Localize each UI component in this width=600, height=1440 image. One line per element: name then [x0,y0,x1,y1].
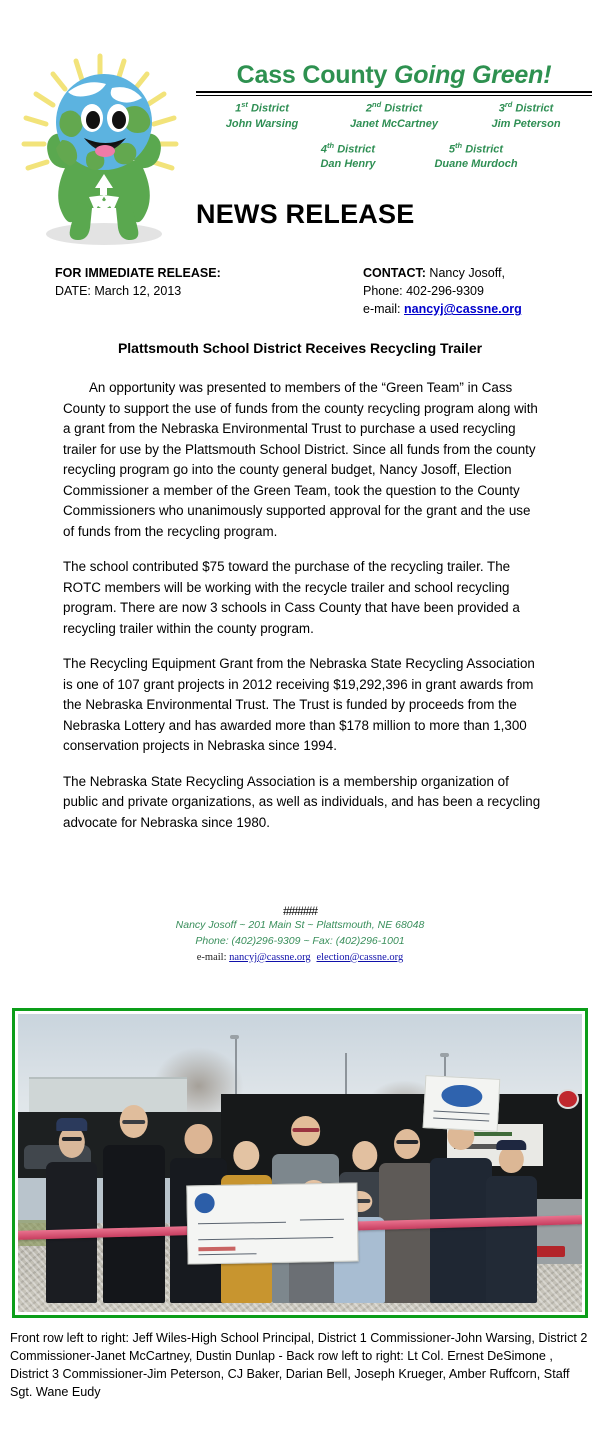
district-2-name: Janet McCartney [349,117,439,130]
phone-value: 402-296-9309 [402,284,484,299]
district-3 [460,100,592,131]
photo-caption: Front row left to right: Jeff Wiles-High School Principal, District 1 Commissioner-John Warsing, District 2 Commissioner-Janet McCartney, Dustin Dunlap - Back row left to right: Lt Col. Ernest DeSimone , District 3 Commissioner-Jim Peterson, CJ Baker, Darian Bell, Joseph Krueger, Amber Ruffcorn, Staff Sgt. Wane Eudy [10,1331,588,1399]
contact-line [363,264,522,282]
banner-title-plain: Cass County [236,61,394,89]
district-5-ordinal: th [455,140,463,150]
photo-person-2 [103,1094,165,1303]
district-3-label: District [515,102,554,115]
body-paragraph-3: The Recycling Equipment Grant from the Nebraska State Recycling Association is one of 107 grant projects in 2012 receiving $19,292,396 in grant awards from the Nebraska Environmental Trust. The Trust is funded by proceeds from the Nebraska Lottery and has awarded more than $178 million to more than 1,300 conservation projects in Nebraska since 1994. [63,656,535,753]
footer-phone: Phone: (402)296-9309 ~ Fax: (402)296-1001 [195,934,405,947]
district-1-ordinal: st [241,100,248,110]
district-2 [328,100,460,131]
photo-oversized-check [187,1182,360,1264]
release-meta-left [55,264,221,300]
banner-title [196,62,592,88]
document-header [0,0,600,229]
email-line [363,300,522,318]
body-paragraph-1: An opportunity was presented to members of the “Green Team” in Cass County to support the use of funds from the county recycling program along with a grant from the Nebraska Environmental Trust to purchase a used recycling trailer for use by the Plattsmouth School District. Since all funds from the county recycling program go into the county general budget, Nancy Josoff, Election Commissioner a member of the Green Team, took the question to the County Commissioners who unanimously supported approval for the grant and the use of funds from the recycling program. [63,380,538,539]
body-paragraph-4: The Nebraska State Recycling Association is a membership organization of public and private organizations, as well as individuals, and has been a recycling advocate for Nebraska since 1980. [63,773,541,830]
photo-lamp-2 [440,1053,449,1057]
district-2-ordinal: nd [371,100,382,110]
group-photo [18,1014,582,1312]
body-paragraph-2: The school contributed $75 toward the purchase of the recycling trailer. The ROTC members will be working with the recycle trailer and school recycling program. There are now 3 schools in Cass County that have been provided a recycling trailer within the county program. [63,559,520,636]
photo-person-1 [46,1112,97,1303]
document-footer [0,905,600,965]
footer-email-link-1[interactable]: nancyj@cassne.org [229,951,311,963]
phone-line [363,282,522,300]
district-4-name: Dan Henry [320,158,376,171]
article-body [63,378,543,848]
release-date [55,282,221,300]
district-2-number: 2 [365,102,372,115]
date-label: DATE: [55,284,91,299]
contact-email-link[interactable]: nancyj@cassne.org [404,302,522,317]
district-1-number: 1 [235,102,242,115]
photo-trailer-reflector [557,1089,579,1109]
district-3-name: Jim Peterson [491,117,561,130]
photo-person-7 [379,1118,435,1303]
earth-mascot-recycle-icon [8,52,193,252]
banner-title-italic: Going Green! [394,61,552,89]
photo-frame [12,1008,588,1318]
page-title: NEWS RELEASE [196,199,415,229]
district-2-label: District [384,102,423,115]
district-row-2 [196,141,592,172]
district-row-1 [196,100,592,131]
photo-lamp-1 [230,1035,239,1039]
immediate-release-label: FOR IMMEDIATE RELEASE: [55,266,221,280]
footer-email-label: e-mail: [196,951,230,963]
district-1 [196,100,328,131]
district-5-label: District [465,143,504,156]
contact-name: Nancy Josoff, [425,266,505,280]
phone-label: Phone: [363,284,403,299]
district-1-label: District [250,102,289,115]
district-3-number: 3 [498,102,505,115]
end-marker: ###### [282,904,318,918]
district-4-ordinal: th [327,140,335,150]
district-4 [284,141,412,172]
district-5 [412,141,540,172]
footer-address: Nancy Josoff ~ 201 Main St ~ Plattsmouth, NE 68048 [175,919,425,932]
header-divider [196,91,592,96]
district-3-ordinal: rd [504,100,513,110]
district-5-name: Duane Murdoch [434,158,518,171]
footer-email-line [0,950,600,966]
header-banner [196,62,592,172]
contact-label: CONTACT: [363,266,426,280]
district-4-number: 4 [320,143,328,156]
district-4-label: District [337,143,376,156]
photo-nebraska-placard [423,1075,501,1132]
photo-person-10 [430,1112,492,1303]
footer-email-link-2[interactable]: election@cassne.org [316,951,404,963]
email-label: e-mail: [363,302,401,317]
district-1-name: John Warsing [225,117,299,130]
article-headline: Plattsmouth School District Receives Recycling Trailer [117,340,483,356]
district-5-number: 5 [448,143,456,156]
release-meta [0,264,600,324]
date-value: March 12, 2013 [90,284,182,299]
release-meta-right [363,264,522,318]
